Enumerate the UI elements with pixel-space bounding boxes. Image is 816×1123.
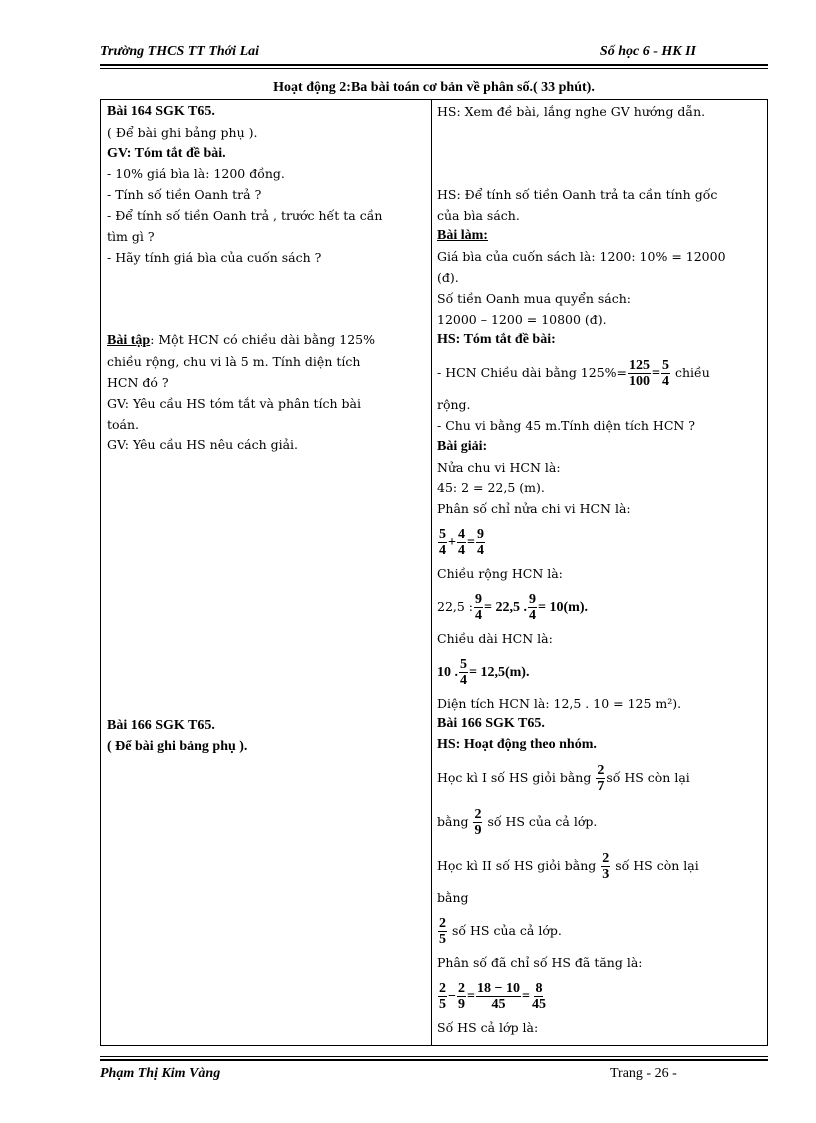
text-line: - Tính số tiền Oanh trả ? (107, 187, 262, 203)
text-line: của bìa sách. (437, 207, 520, 223)
text-line: Chiều dài HCN là: (437, 630, 553, 646)
text-line: - 10% giá bìa là: 1200 đồng. (107, 166, 285, 182)
text-line: - Để tính số tiền Oanh trả , trước hết ta cần (107, 207, 383, 223)
text-line: ( Để bài ghi bảng phụ ). (107, 124, 258, 140)
header-rule-thin (100, 68, 768, 69)
text-line: Phân số chỉ nửa chi vi HCN là: (437, 501, 631, 517)
section-heading: Bài làm: (437, 228, 488, 244)
text-line: Học kì II số HS giỏi bằng $\frac{2}{3}$ số HS còn lại (437, 850, 699, 882)
fraction: $\frac{125}{100}$ (629, 358, 651, 390)
student-column (437, 102, 763, 1038)
page-number: Trang - 26 - (610, 1066, 677, 1081)
text-line: HS: Xem đề bài, lắng nghe GV hướng dẫn. (437, 104, 706, 119)
text-line: chiều rộng, chu vi là 5 m. Tính diện tích (107, 354, 361, 370)
fraction: $\frac{5}{4}$ (662, 358, 669, 390)
text-line: - Chu vi bằng 45 m.Tính diện tích HCN ? (437, 417, 696, 433)
exercise-heading: Bài 164 SGK T65. (107, 104, 215, 119)
exercise-heading: Bài 166 SGK T65. (107, 718, 215, 734)
text-line: HS: Tóm tắt đề bài: (437, 332, 556, 348)
column-divider (431, 100, 432, 1045)
footer-rule-thin (100, 1056, 768, 1057)
teacher-column (107, 102, 425, 758)
equation: 22,5 : $\frac{9}{4}$ = 22,5 . $\frac{9}{4}$ = 10(m). (437, 591, 588, 623)
school-name: Trường THCS TT Thới Lai (100, 44, 260, 59)
text-line: ( Để bài ghi bảng phụ ). (107, 738, 248, 754)
equation: 10 . $\frac{5}{4}$ = 12,5(m). (437, 656, 530, 688)
equation: $\frac{2}{5}$ − $\frac{2}{9}$ = $\frac{18 - 10}{45}$ = $\frac{8}{45}$ (439, 980, 546, 1012)
text-line: 45: 2 = 22,5 (m). (437, 480, 545, 496)
text-line: GV: Tóm tắt đề bài. (107, 145, 226, 161)
text-line: GV: Yêu cầu HS nêu cách giải. (107, 437, 299, 453)
section-heading: Bài giải: (437, 438, 488, 454)
text-line: Nửa chu vi HCN là: (437, 459, 561, 475)
footer-rule (100, 1059, 768, 1061)
text-line: Số tiền Oanh mua quyển sách: (437, 290, 631, 306)
text-line: Giá bìa của cuốn sách là: 1200: 10% = 12000 (437, 249, 726, 265)
text-line: (đ). (437, 269, 459, 285)
text-line: $\frac{2}{5}$ số HS của cả lớp. (439, 915, 562, 947)
equation: $\frac{5}{4}$ + $\frac{4}{4}$ = $\frac{9}{4}$ (439, 526, 484, 558)
text-line: bằng (437, 889, 469, 905)
text-line: HCN đó ? (107, 374, 169, 390)
subject-label: Số học 6 - HK II (599, 44, 696, 59)
header-rule (100, 64, 768, 66)
text-line: Học kì I số HS giỏi bằng $\frac{2}{7}$ số HS còn lại (437, 762, 690, 794)
text-line: - Hãy tính giá bìa của cuốn sách ? (107, 249, 322, 265)
exercise-heading: Bài 166 SGK T65. (437, 716, 545, 732)
text-line: Diện tích HCN là: 12,5 . 10 = 125 m²). (437, 695, 682, 711)
text-line: 12000 – 1200 = 10800 (đ). (437, 311, 607, 327)
text-line: Phân số đã chỉ số HS đã tăng là: (437, 954, 643, 970)
text-line: bằng $\frac{2}{9}$ số HS của cả lớp. (437, 806, 598, 838)
text-line: rộng. (437, 397, 471, 413)
text-line: Số HS cả lớp là: (437, 1019, 539, 1035)
lesson-table (100, 99, 768, 1046)
text-line: Chiều rộng HCN là: (437, 565, 563, 581)
text-line: HS: Để tính số tiền Oanh trả ta cần tính gốc (437, 186, 718, 202)
exercise-intro: Bài tập: Một HCN có chiều dài bằng 125% (107, 332, 375, 349)
activity-title: Hoạt động 2:Ba bài toán cơ bản về phân số.( 33 phút). (273, 80, 595, 95)
text-line: HS: Hoạt động theo nhóm. (437, 737, 597, 753)
text-line: tìm gì ? (107, 228, 155, 244)
text-line: toán. (107, 416, 140, 432)
ratio-line: - HCN Chiều dài bằng 125%= $\frac{125}{100}$ = $\frac{5}{4}$ chiều (437, 358, 710, 390)
text-line: GV: Yêu cầu HS tóm tắt và phân tích bài (107, 395, 362, 411)
author-name: Phạm Thị Kim Vàng (100, 1066, 221, 1081)
page-header (100, 40, 768, 62)
